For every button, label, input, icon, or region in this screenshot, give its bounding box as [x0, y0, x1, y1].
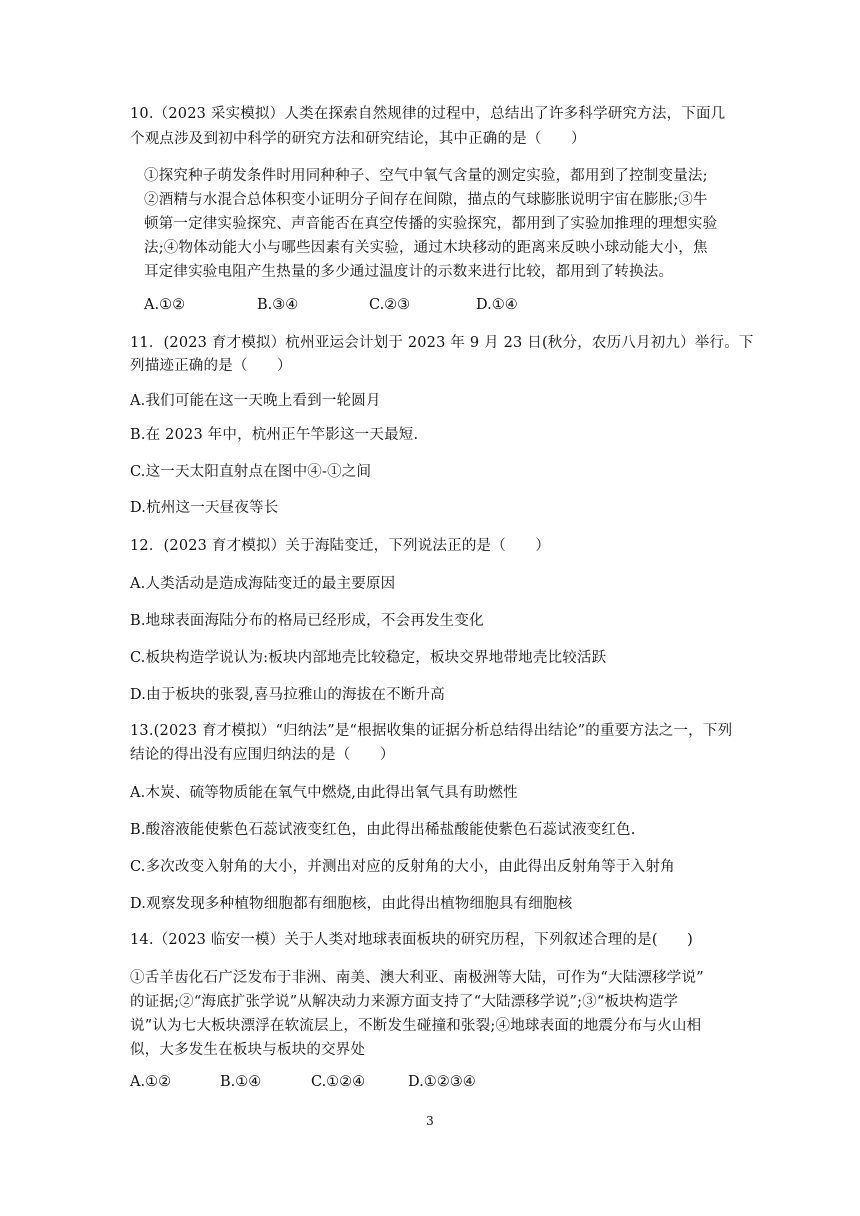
- q11-option-b: B.在 2023 年中，杭州正午竿影这一天最短.: [130, 427, 419, 443]
- q14-option-c: C.①②④: [311, 1074, 366, 1090]
- q14-body-line-1: ①舌羊齿化石广泛发布于非洲、南美、澳大利亚、南极洲等大陆，可作为“大陆漂移学说”: [130, 970, 704, 986]
- q12-option-c: C.板块构造学说认为:板块内部地壳比较稳定，板块交界地带地壳比较活跃: [130, 650, 607, 666]
- q12-stem-line-1: 12．(2023 育才模拟）关于海陆变迁，下列说法正的是（ ）: [130, 538, 551, 554]
- q12-option-b: B.地球表面海陆分布的格局已经形成，不会再发生变化: [130, 613, 484, 629]
- q13-stem-line-2: 结论的得出没有应围归纳法的是（ ）: [130, 747, 395, 763]
- q10-option-c: C.②③: [369, 297, 411, 313]
- q10-option-b: B.③④: [257, 297, 299, 313]
- q10-stem-line-1: 10.（2023 采实模拟）人类在探索自然规律的过程中，总结出了许多科学研究方法，下面几: [130, 106, 726, 122]
- q11-option-c: C.这一天太阳直射点在图中④-①之间: [130, 464, 372, 480]
- page-number: 3: [426, 1114, 434, 1128]
- q14-option-a: A.①②: [130, 1074, 172, 1090]
- q14-body-line-3: 说”认为七大板块漂浮在软流层上，不断发生碰撞和张裂;④地球表面的地震分布与火山相: [130, 1018, 702, 1034]
- q11-option-a: A.我们可能在这一天晚上看到一轮圆月: [130, 393, 381, 409]
- q10-body-line-2: ②酒精与水混合总体积变小证明分子间存在间隙，描点的气球膨胀说明宇宙在膨胀;③牛: [144, 192, 708, 208]
- q13-option-b: B.酸溶液能使紫色石蕊试液变红色，由此得出稀盐酸能使紫色石蕊试液变红色.: [130, 822, 636, 838]
- q10-body-line-5: 耳定律实验电阻产生热量的多少通过温度计的示数来进行比较，都用到了转换法。: [144, 264, 674, 280]
- q12-option-a: A.人类活动是造成海陆变迁的最主要原因: [130, 576, 396, 592]
- q10-body-line-1: ①探究种子萌发条件时用同种种子、空气中氧气含量的测定实验，都用到了控制变量法;: [144, 168, 708, 184]
- q11-stem-line-1: 11．(2023 育才模拟）杭州亚运会计划于 2023 年 9 月 23 日(秋分，农历八月初九）举行。下: [130, 335, 754, 351]
- q10-stem-line-2: 个观点涉及到初中科学的研究方法和研究结论，其中正确的是（ ）: [130, 131, 586, 147]
- q13-stem-line-1: 13.(2023 育才模拟）“归纳法”是“根据收集的证据分析总结得出结论”的重要方法之一，下列: [130, 723, 733, 739]
- q14-option-d: D.①②③④: [408, 1074, 476, 1090]
- q13-option-a: A.木炭、硫等物质能在氧气中燃烧,由此得出氧气具有助燃性: [130, 785, 518, 801]
- q14-body-line-2: 的证据;②“海底扩张学说”从解决动力来源方面支持了“大陆漂移学说”;③“板块构造学: [130, 994, 679, 1010]
- q10-option-a: A.①②: [144, 297, 186, 313]
- q11-option-d: D.杭州这一天昼夜等长: [130, 500, 279, 516]
- q14-body-line-4: 似，大多发生在板块与板块的交界处: [130, 1042, 366, 1058]
- q14-option-b: B.①④: [220, 1074, 262, 1090]
- q13-option-d: D.观察发现多种植物细胞都有细胞核，由此得出植物细胞具有细胞核: [130, 896, 573, 912]
- q10-option-d: D.①④: [476, 297, 518, 313]
- q10-body-line-4: 法;④物体动能大小与哪些因素有关实验，通过木块移动的距离来反映小球动能大小，焦: [144, 240, 708, 256]
- q14-stem-line-1: 14.（2023 临安一模）关于人类对地球表面板块的研究历程，下列叙述合理的是( ): [130, 932, 693, 948]
- q13-option-c: C.多次改变入射角的大小，并测出对应的反射角的大小，由此得出反射角等于入射角: [130, 859, 675, 875]
- q10-body-line-3: 顿第一定律实验探究、声音能否在真空传播的实验探究，都用到了实验加推理的理想实验: [144, 216, 718, 232]
- q12-option-d: D.由于板块的张裂,喜马拉雅山的海拔在不断升高: [130, 687, 445, 703]
- q11-stem-line-2: 列描迹正确的是（ ）: [130, 358, 292, 374]
